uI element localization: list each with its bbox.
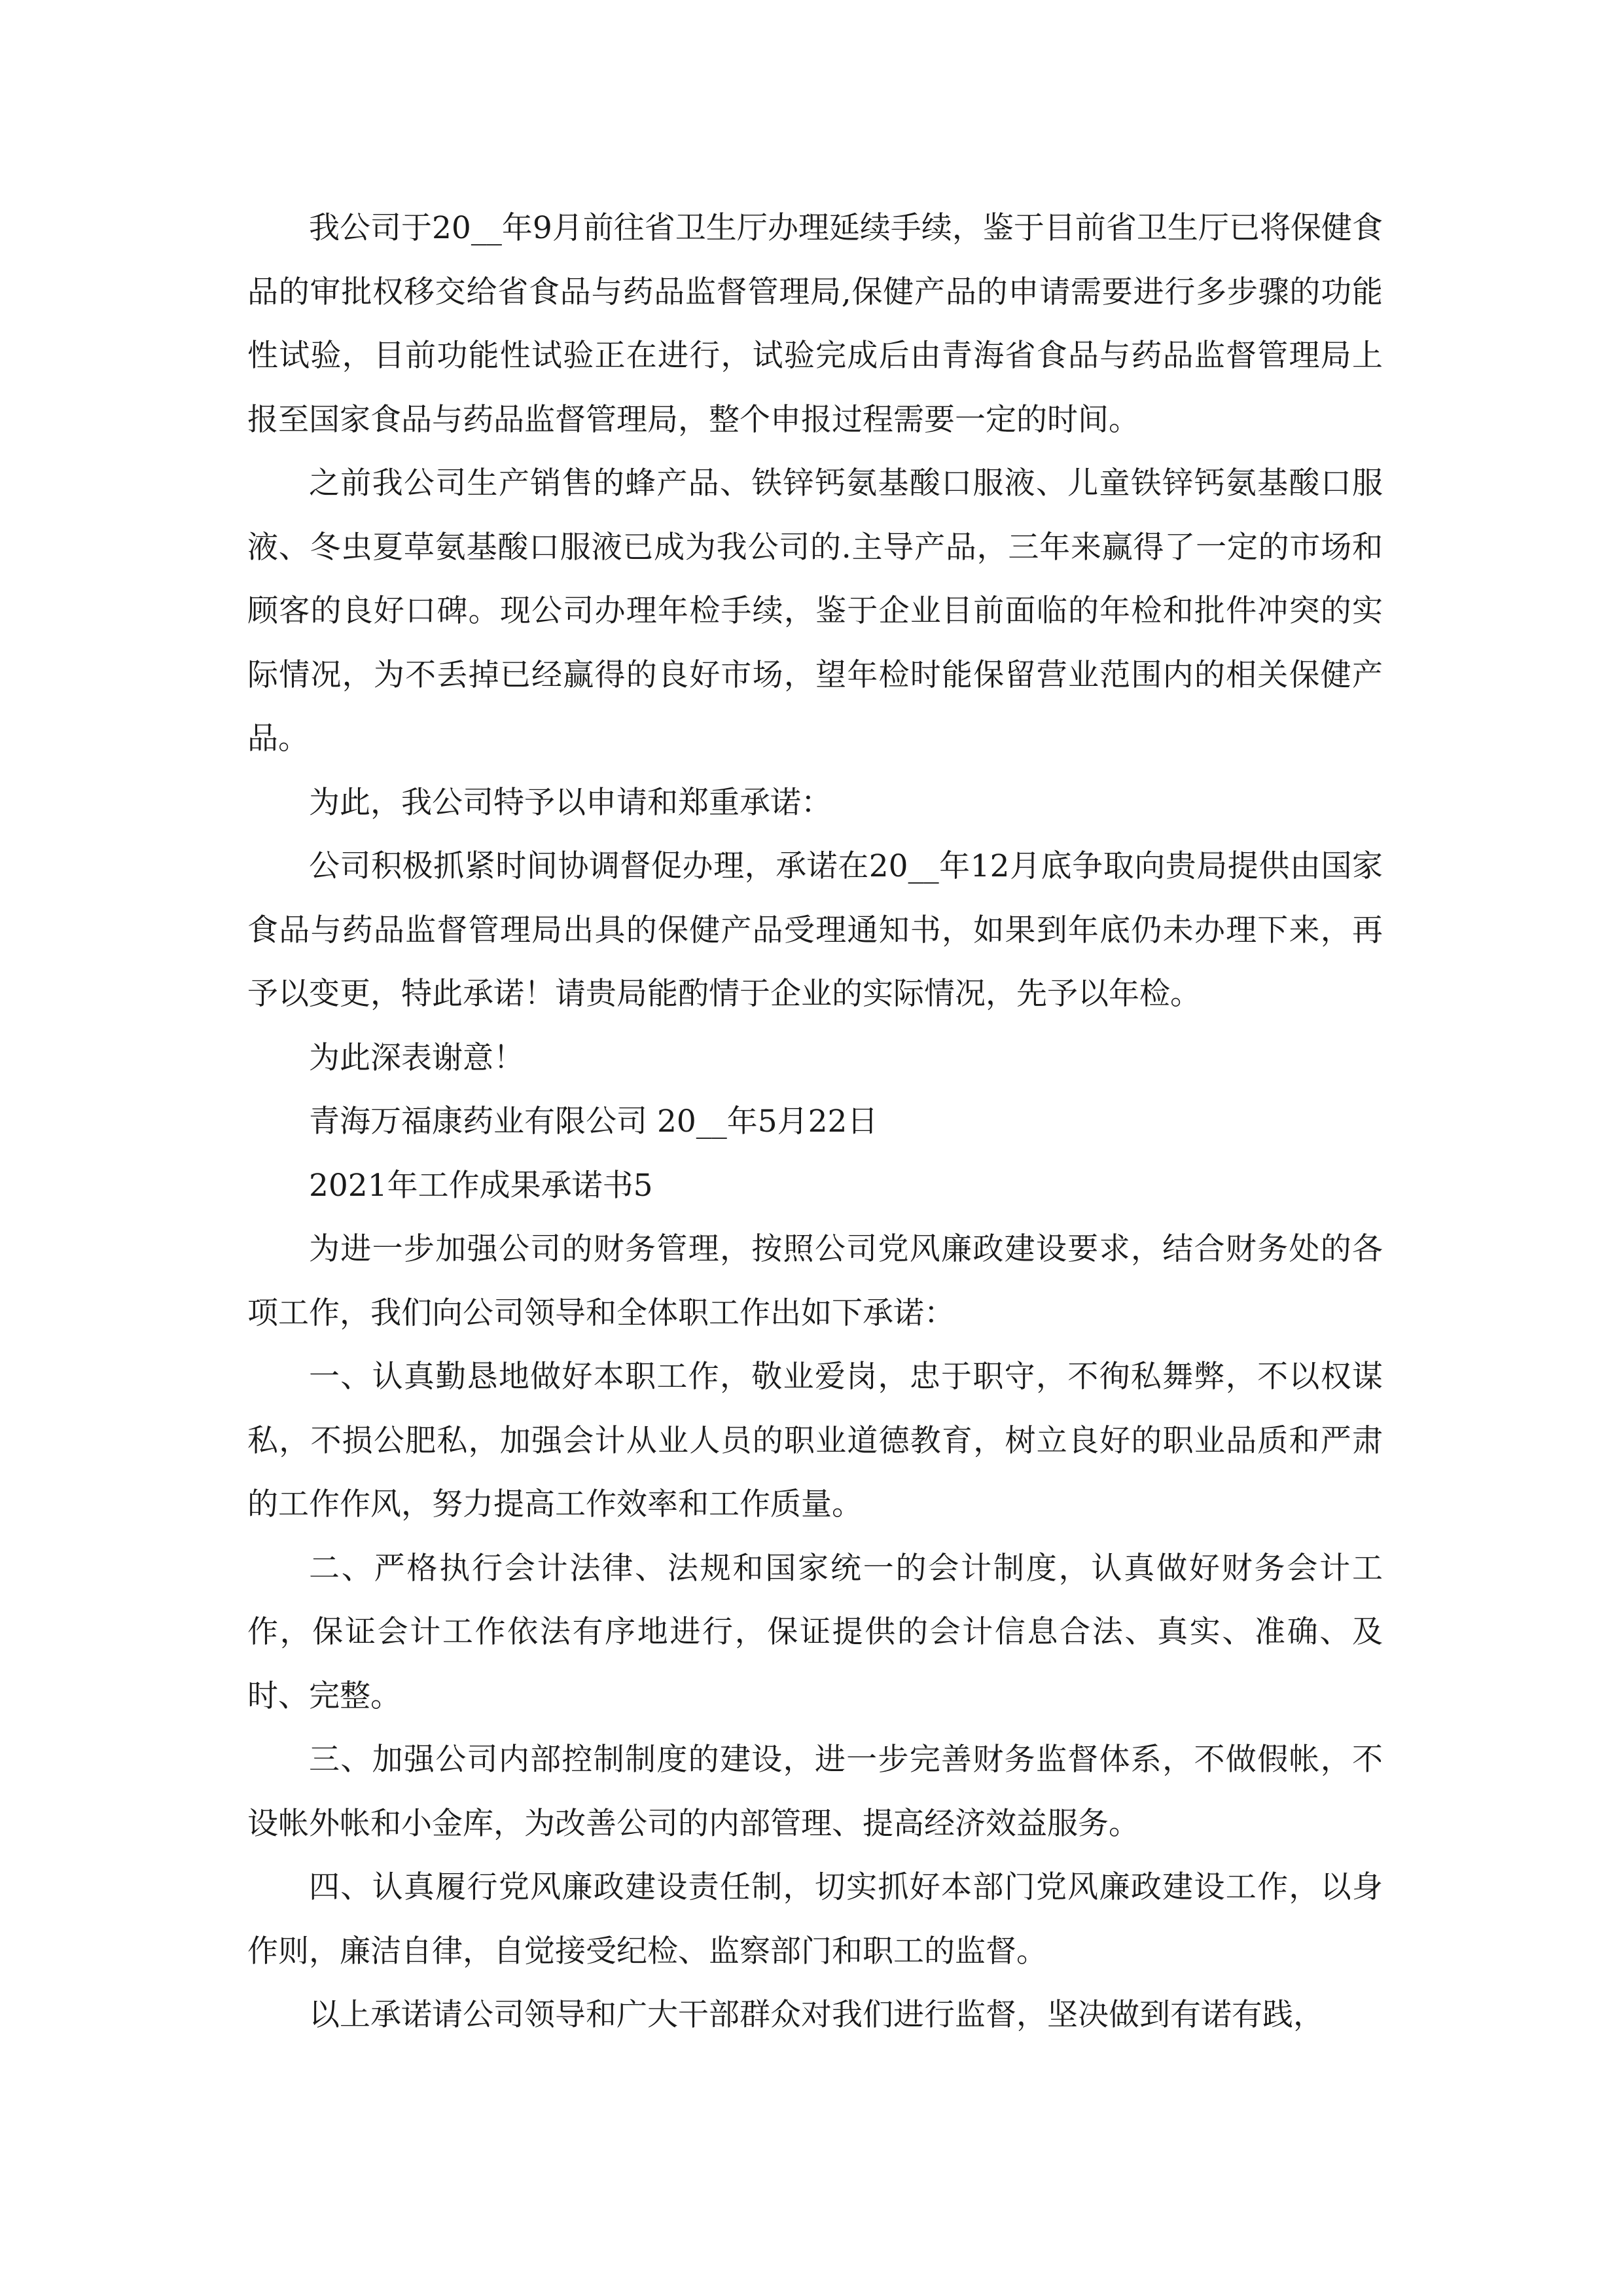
paragraph-item-two: 二、严格执行会计法律、法规和国家统一的会计制度，认真做好财务会计工作，保证会计工作依法有序地进行，保证提供的会计信息合法、真实、准确、及时、完整。 — [247, 1550, 1383, 1714]
paragraph-application-intro: 为此，我公司特予以申请和郑重承诺： — [309, 784, 832, 821]
paragraph-finance-intro: 为进一步加强公司的财务管理，按照公司党风廉政建设要求，结合财务处的各项工作，我们向公司领导和全体职工作出如下承诺： — [247, 1231, 1383, 1331]
paragraph-renewal-procedure: 我公司于20__年9月前往省卫生厅办理延续手续，鉴于目前省卫生厅已将保健食品的审批权移交给省食品与药品监督管理局,保健产品的申请需要进行多步骤的功能性试验，目前功能性试验正在进行，试验完成后由青海省食品与药品监督管理局上报至国家食品与药品监督管理局，整个申报过程需要一定的时间。 — [247, 210, 1383, 438]
paragraph-item-one: 一、认真勤恳地做好本职工作，敬业爱岗，忠于职守，不徇私舞弊，不以权谋私，不损公肥私，加强会计从业人员的职业道德教育，树立良好的职业品质和严肃的工作作风，努力提高工作效率和工作质量。 — [247, 1359, 1383, 1522]
signature-line: 青海万福康药业有限公司 20__年5月22日 — [309, 1103, 878, 1139]
paragraph-closing: 以上承诺请公司领导和广大干部群众对我们进行监督，坚决做到有诺有践， — [309, 1997, 1324, 2033]
paragraph-main-products: 之前我公司生产销售的蜂产品、铁锌钙氨基酸口服液、儿童铁锌钙氨基酸口服液、冬虫夏草氨基酸口服液已成为我公司的.主导产品，三年来赢得了一定的市场和顾客的良好口碑。现公司办理年检手续，鉴于企业目前面临的年检和批件冲突的实际情况，为不丢掉已经赢得的良好市场，望年检时能保留营业范围内的相关保健产品。 — [247, 465, 1383, 757]
paragraph-item-four: 四、认真履行党风廉政建设责任制，切实抓好本部门党风廉政建设工作，以身作则，廉洁自律，自觉接受纪检、监察部门和职工的监督。 — [247, 1869, 1383, 1969]
paragraph-thanks: 为此深表谢意！ — [309, 1039, 524, 1076]
paragraph-commitment: 公司积极抓紧时间协调督促办理，承诺在20__年12月底争取向贵局提供由国家食品与药品监督管理局出具的保健产品受理通知书，如果到年底仍未办理下来，再予以变更，特此承诺！请贵局能酌情于企业的实际情况，先予以年检。 — [247, 848, 1383, 1012]
document-page — [247, 196, 1383, 2047]
section-title: 2021年工作成果承诺书5 — [309, 1167, 653, 1204]
paragraph-item-three: 三、加强公司内部控制制度的建设，进一步完善财务监督体系，不做假帐，不设帐外帐和小金库，为改善公司的内部管理、提高经济效益服务。 — [247, 1742, 1383, 1842]
